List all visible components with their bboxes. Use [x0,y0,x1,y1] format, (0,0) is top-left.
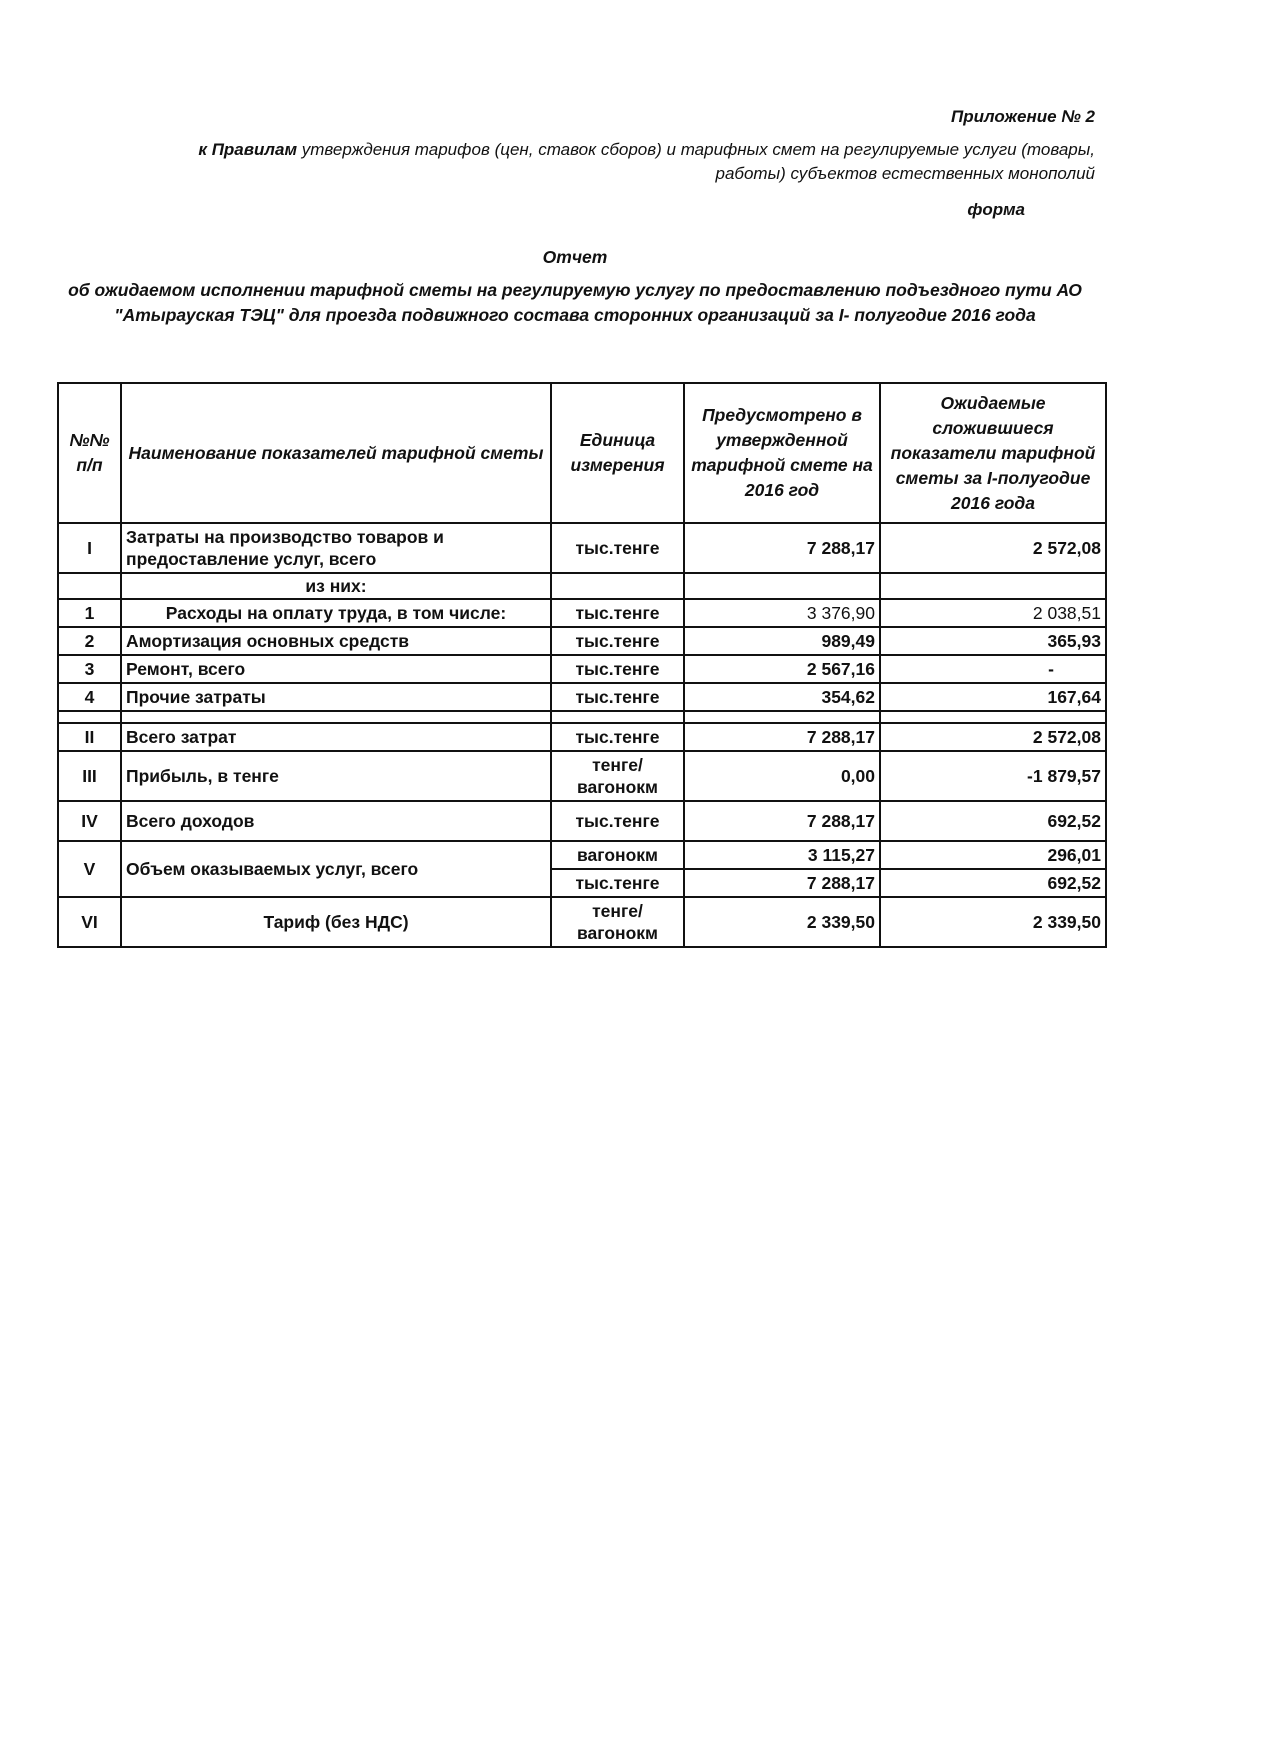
table-row [58,751,1106,801]
cell-num: I [58,523,121,573]
cell-num [58,573,121,599]
cell-expected: - [880,655,1106,683]
cell-planned: 7 288,17 [684,869,880,897]
cell-unit: тыс.тенге [551,801,684,841]
cell-planned: 3 376,90 [684,599,880,627]
cell-name: Прибыль, в тенге [121,751,551,801]
table-row [58,627,1106,655]
cell-name: Всего доходов [121,801,551,841]
table-spacer-row [58,711,1106,723]
header-name: Наименование показателей тарифной сметы [121,383,551,523]
table-row [58,523,1106,573]
header-unit: Единица измерения [551,383,684,523]
cell-expected: 2 572,08 [880,523,1106,573]
table-header-row [58,383,1106,523]
cell-num: IV [58,801,121,841]
cell-name: Затраты на производство товаров и предоставление услуг, всего [121,523,551,573]
cell-planned [684,573,880,599]
cell-unit: вагонокм [551,841,684,869]
cell-planned: 989,49 [684,627,880,655]
cell-name: из них: [121,573,551,599]
cell-expected: 167,64 [880,683,1106,711]
cell-planned: 7 288,17 [684,723,880,751]
cell-planned: 0,00 [684,751,880,801]
table-row [58,599,1106,627]
cell-unit: тыс.тенге [551,723,684,751]
table-row [58,801,1106,841]
cell-name: Прочие затраты [121,683,551,711]
cell-expected: -1 879,57 [880,751,1106,801]
cell-planned: 7 288,17 [684,801,880,841]
cell-num: II [58,723,121,751]
cell-unit: тенге/ вагонокм [551,751,684,801]
table-row [58,723,1106,751]
cell-num: VI [58,897,121,947]
cell-name: Объем оказываемых услуг, всего [121,841,551,897]
table-row [58,573,1106,599]
cell-expected: 692,52 [880,869,1106,897]
form-label: форма [967,200,1025,219]
cell-num: V [58,841,121,897]
rules-reference [175,138,1095,186]
cell-unit: тыс.тенге [551,869,684,897]
rules-reference-bold: к Правилам [198,140,298,159]
cell-num: 3 [58,655,121,683]
table-row [58,683,1106,711]
tariff-estimate-table [57,382,1107,948]
cell-num: 1 [58,599,121,627]
cell-expected: 296,01 [880,841,1106,869]
cell-expected: 365,93 [880,627,1106,655]
cell-unit: тыс.тенге [551,683,684,711]
cell-name: Ремонт, всего [121,655,551,683]
cell-name: Расходы на оплату труда, в том числе: [121,599,551,627]
cell-unit: тыс.тенге [551,655,684,683]
appendix-label: Приложение № 2 [951,107,1095,126]
cell-num: 2 [58,627,121,655]
cell-expected: 2 038,51 [880,599,1106,627]
table-row [58,897,1106,947]
cell-expected: 692,52 [880,801,1106,841]
cell-unit [551,573,684,599]
cell-expected [880,573,1106,599]
cell-num: 4 [58,683,121,711]
cell-name: Всего затрат [121,723,551,751]
report-subtitle: об ожидаемом исполнении тарифной сметы на регулируемую услугу по предоставлению подъездного пути АО "Атырауская ТЭЦ" для проезда подвижного состава сторонних организаций за I- полугодие 2016 года [68,280,1082,325]
cell-expected: 2 339,50 [880,897,1106,947]
report-title: Отчет [542,247,608,267]
cell-name: Амортизация основных средств [121,627,551,655]
table-row [58,841,1106,869]
cell-num: III [58,751,121,801]
table-row [58,655,1106,683]
cell-planned: 2 339,50 [684,897,880,947]
cell-planned: 3 115,27 [684,841,880,869]
cell-unit: тыс.тенге [551,627,684,655]
cell-planned: 7 288,17 [684,523,880,573]
cell-planned: 354,62 [684,683,880,711]
cell-unit: тыс.тенге [551,599,684,627]
cell-unit: тыс.тенге [551,523,684,573]
header-num: №№ п/п [58,383,121,523]
header-expected: Ожидаемые сложившиеся показатели тарифной сметы за I-полугодие 2016 года [880,383,1106,523]
cell-name: Тариф (без НДС) [121,897,551,947]
cell-planned: 2 567,16 [684,655,880,683]
cell-expected: 2 572,08 [880,723,1106,751]
cell-unit: тенге/ вагонокм [551,897,684,947]
rules-reference-text: утверждения тарифов (цен, ставок сборов) и тарифных смет на регулируемые услуги (товары, работы) субъектов естественных монополий [297,140,1095,183]
header-planned: Предусмотрено в утвержденной тарифной смете на 2016 год [684,383,880,523]
